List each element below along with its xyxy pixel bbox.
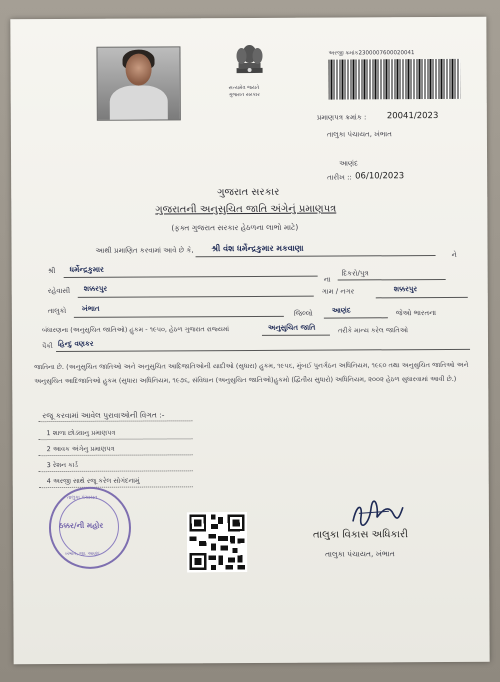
- ne-text: ને: [451, 250, 457, 259]
- father-name: ધર્મેન્દ્રકુમાર: [69, 264, 104, 274]
- application-no-label: અરજી ક્રમાંક :: [328, 50, 363, 57]
- documents-heading: રજૂ કરવામાં આવેલ પુરાવાઓની વિગત :-: [42, 410, 165, 421]
- caste: હિન્દુ વણકર: [57, 339, 94, 349]
- signatory-title: તાલુકા વિકાસ અધિકારી: [312, 529, 409, 541]
- document-divider: [39, 438, 193, 440]
- seal-middle-text: ઠક્કર/ની મહોર: [58, 520, 104, 531]
- caste-prefix: પૈકી: [42, 342, 53, 351]
- resident-place: શક્કરપુર: [83, 284, 108, 293]
- beneficiary-name: શ્રી વંશ ધર્મેન્દ્રકુમાર મકવાણા: [211, 243, 304, 254]
- shri-label: શ્રી: [47, 267, 56, 276]
- issuer-office: તાલુકા પંચાયત, ખંભાત: [326, 130, 392, 139]
- taluka-underline: [74, 316, 284, 318]
- village-underline: [376, 297, 468, 298]
- na-label: ના: [323, 275, 331, 284]
- certificate-no: 20041/2023: [386, 111, 439, 122]
- signature: [349, 499, 405, 527]
- application-no: 2300007600020041: [358, 50, 415, 57]
- india-text: જેઓ ભારતના: [395, 309, 437, 318]
- relation: દિકરો/પુત્ર: [341, 269, 369, 278]
- office-seal: [49, 487, 131, 569]
- qr-code: [187, 512, 247, 572]
- resident-underline: [78, 296, 314, 298]
- documents-heading-underline: [38, 420, 192, 422]
- intro-text: આથી પ્રમાણિત કરવામાં આવે છે કે,: [95, 246, 194, 255]
- relation-underline: [338, 279, 446, 281]
- document-item: 2 આવક અંગેનુ પ્રમાણપત્ર: [46, 444, 115, 454]
- signatory-office: તાલુકા પંચાયત, ખંભાત: [325, 549, 395, 559]
- government-title: ગુજરાત સરકાર: [217, 186, 280, 199]
- legal-paragraph: જાતિના છે. (અનુસુચિત જાતિઓ અને અનુસુચિત આદિજાતિઓની યાદીઓ (સુધારા) હુકમ, ૧૯૫૬, મુંબઈ પુનર્ગઠન અધિનિયમ, ૧૯૬૦ તથા અનુસુચિત જાતિઓ અને અનુસુચિત આદિજાતિઓ હુકમ (સુધારા અધિનિયમ, ૧૯૭૬, સંવિધાન (અનુસુચિત જાતિઓ)હુકમો (દ્વિતીય સુધારો) અધિનિયમ, ૨૦૦૨ હેઠળ સુધારવામાં આવી છે.): [34, 360, 469, 385]
- district-label: જિલ્લો: [293, 309, 313, 318]
- taluka-label: તાલુકો: [47, 306, 67, 316]
- document-item: 4 અરજી સાથે રજૂ કરેલ સોગંદનામું: [46, 476, 140, 486]
- photo-face: [125, 54, 151, 86]
- photo-body: [110, 85, 168, 120]
- document-divider: [39, 454, 193, 456]
- district-underline: [324, 317, 388, 318]
- recognized-text: તરીકે માન્ય કરેલ જાતિઓ: [337, 326, 409, 335]
- document-item: 3 રેશન કાર્ડ: [46, 460, 78, 470]
- document-divider: [39, 486, 193, 488]
- certificate-document: [10, 17, 489, 664]
- date-label: તારીખ ::: [327, 173, 352, 182]
- village-label: ગામ / નગર: [321, 287, 355, 296]
- order-text: બંધારણના (અનુસુચિત જાતિઓ) હુકમ - ૧૯૫૦, હેઠળ ગુજરાત રાજ્યમાં: [41, 325, 230, 335]
- place: આણંદ: [339, 159, 359, 168]
- issue-date: 06/10/2023: [355, 171, 405, 182]
- resident-label: રહેવાસી: [47, 286, 71, 296]
- document-item: 1 શાળા છોડ્યાનુ પ્રમાણપત્ર: [46, 428, 116, 438]
- village: શક્કરપુર: [393, 285, 418, 294]
- emblem-caption-1: સત્યમેવ જયતે: [228, 84, 260, 92]
- national-emblem-icon: [228, 38, 270, 84]
- category: અનુસુચિત જાતિ: [267, 323, 316, 332]
- certificate-title: ગુજરાતની અનુસુચિત જાતિ અંગેનું પ્રમાણપત્ર: [155, 203, 337, 216]
- category-underline: [262, 335, 330, 336]
- father-underline: [64, 276, 318, 278]
- document-divider: [39, 470, 193, 472]
- beneficiary-underline: [196, 255, 436, 257]
- applicant-photo: [96, 46, 180, 120]
- district: આણંદ: [331, 306, 351, 315]
- seal-bottom-text: ખંભાત, જી. આણંદ: [65, 551, 100, 557]
- certificate-subtitle: (ફક્ત ગુજરાત સરકાર હેઠળના લાભો માટે): [171, 222, 299, 233]
- seal-top-text: તાલુકા પંચાયત: [66, 494, 98, 501]
- barcode: [329, 59, 461, 100]
- emblem-caption-2: ગુજરાત સરકાર: [228, 91, 260, 99]
- taluka: ખંભાત: [81, 304, 100, 313]
- certificate-no-label: પ્રમાણપત્ર ક્રમાંક :: [316, 113, 367, 122]
- caste-underline: [56, 349, 470, 352]
